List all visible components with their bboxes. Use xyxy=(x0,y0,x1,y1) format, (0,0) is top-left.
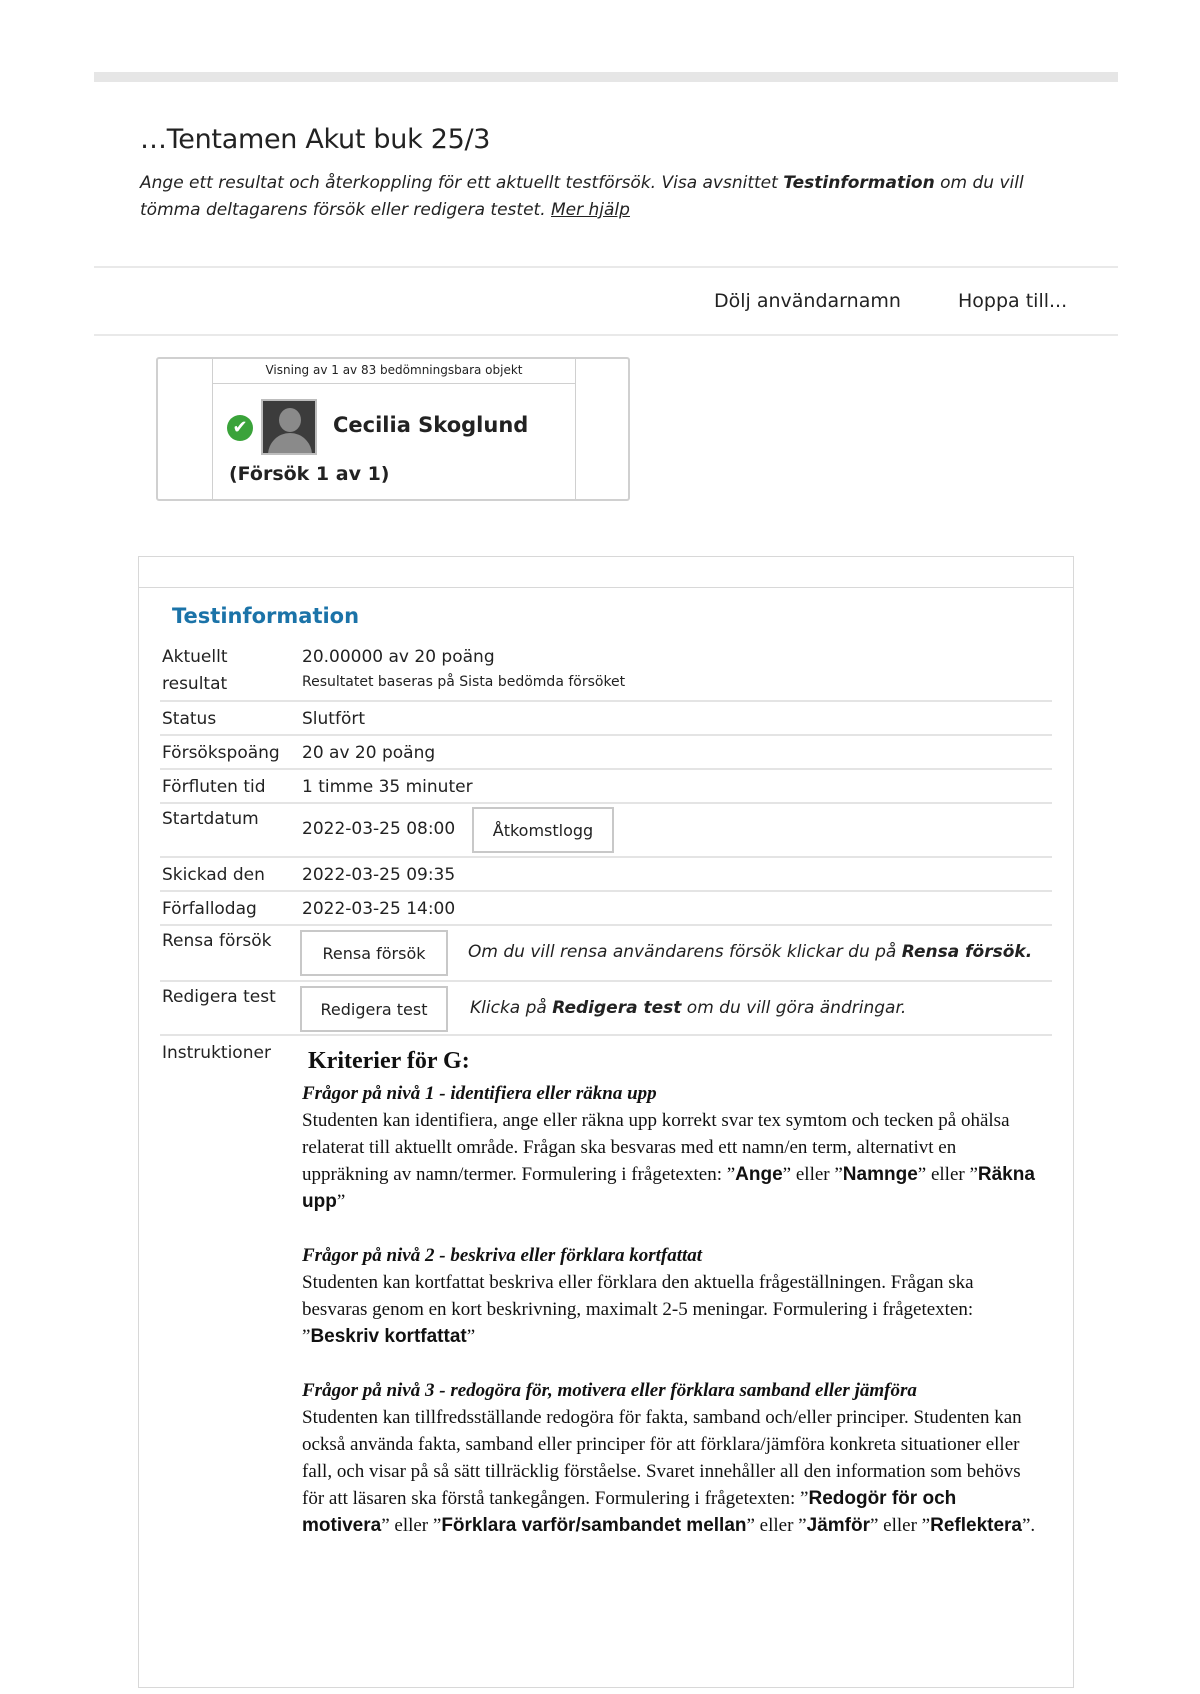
row-start-date xyxy=(160,804,1052,858)
edit-test-button[interactable]: Redigera test xyxy=(300,986,448,1032)
panel-header-strip xyxy=(139,557,1073,588)
row-due-date xyxy=(160,892,1052,926)
viewing-count: Visning av 1 av 83 bedömningsbara objekt xyxy=(213,357,575,384)
row-current-result xyxy=(160,640,1052,702)
row-elapsed-time xyxy=(160,770,1052,804)
user-name: Cecilia Skoglund xyxy=(333,413,529,437)
instructions-content xyxy=(302,1046,1042,1566)
attempt-score-value: 20 av 20 poäng xyxy=(302,743,436,763)
user-avatar-icon xyxy=(261,399,317,455)
clear-attempt-hint: Om du vill rensa användarens försök klickar du på Rensa försök. xyxy=(468,942,1033,962)
start-date-value: 2022-03-25 08:00 xyxy=(302,819,456,839)
top-bar xyxy=(94,72,1118,82)
attempt-label: (Försök 1 av 1) xyxy=(229,463,390,485)
help-link[interactable]: Mer hjälp xyxy=(551,200,630,220)
level1-title: Frågor på nivå 1 - identifiera eller räkna upp xyxy=(302,1083,657,1104)
submitted-value: 2022-03-25 09:35 xyxy=(302,865,456,885)
user-navigation-panel xyxy=(156,357,630,501)
current-result-value: 20.00000 av 20 poäng xyxy=(302,647,495,667)
page-title: …Tentamen Akut buk 25/3 xyxy=(140,124,491,155)
level2-title: Frågor på nivå 2 - beskriva eller förklara kortfattat xyxy=(302,1245,703,1266)
check-circle-icon: ✔ xyxy=(227,415,253,441)
row-label: Startdatum xyxy=(162,809,259,829)
user-card xyxy=(212,357,576,501)
elapsed-time-value: 1 timme 35 minuter xyxy=(302,777,473,797)
level3-text: Studenten kan tillfredsställande redogöra för fakta, samband och/eller principer. Studenten kan också använda fakta, samband eller principer för att förklara/jämföra konkreta situationer eller fall, och visar på så sätt tillräcklig förståelse. Svaret innehåller all den information som behövs för att läsaren ska förstå tankegången. Formulering i frågetexten: ”Redogör för och motivera” eller ”Förklara varför/sambandet mellan” eller ”Jämför” eller ”Reflektera”. xyxy=(302,1407,1036,1536)
clear-attempt-button[interactable]: Rensa försök xyxy=(300,930,448,976)
row-label: Skickad den xyxy=(162,865,265,885)
row-label: Förfluten tid xyxy=(162,777,266,797)
access-log-button[interactable]: Åtkomstlogg xyxy=(472,807,614,853)
level2-text: Studenten kan kortfattat beskriva eller förklara den aktuella frågeställningen. Frågan ska besvaras genom en kort beskrivning, maximalt 2-5 meningar. Formulering i frågetexten: ”Beskriv kortfattat” xyxy=(302,1272,974,1347)
row-submitted xyxy=(160,858,1052,892)
due-date-value: 2022-03-25 14:00 xyxy=(302,899,456,919)
row-status xyxy=(160,702,1052,736)
row-label: Försökspoäng xyxy=(162,743,280,763)
level3-title: Frågor på nivå 3 - redogöra för, motivera eller förklara samband eller jämföra xyxy=(302,1380,917,1401)
divider xyxy=(94,266,1118,268)
hide-username-link[interactable]: Dölj användarnamn xyxy=(714,290,901,312)
level1-text: Studenten kan identifiera, ange eller räkna upp korrekt svar tex symtom och tecken på ohälsa relaterat till aktuellt område. Frågan ska besvaras med ett namn/en term, alternativt en uppräkning av namn/termer. Formulering i frågetexten: ”Ange” eller ”Namnge” eller ”Räkna upp” xyxy=(302,1110,1035,1212)
row-label: Rensa försök xyxy=(162,931,272,951)
row-label: Förfallodag xyxy=(162,899,257,919)
test-information-title: Testinformation xyxy=(172,604,360,628)
page-description: Ange ett resultat och återkoppling för ett aktuellt testförsök. Visa avsnittet Testinformation om du vill tömma deltagarens försök eller redigera testet. Mer hjälp xyxy=(140,173,1024,220)
edit-test-hint: Klicka på Redigera test om du vill göra ändringar. xyxy=(470,998,907,1018)
result-basis-note: Resultatet baseras på Sista bedömda försöket xyxy=(302,674,626,690)
criteria-heading: Kriterier för G: xyxy=(308,1048,470,1074)
jump-to-link[interactable]: Hoppa till... xyxy=(958,290,1068,312)
row-edit-test xyxy=(160,982,1052,1036)
row-clear-attempt xyxy=(160,926,1052,982)
row-label: Aktuellt xyxy=(162,647,228,667)
status-value: Slutfört xyxy=(302,709,365,729)
instructions-label: Instruktioner xyxy=(162,1043,271,1063)
divider xyxy=(94,334,1118,336)
row-attempt-score xyxy=(160,736,1052,770)
row-label: Redigera test xyxy=(162,987,276,1007)
row-label: Status xyxy=(162,709,217,729)
row-label: resultat xyxy=(162,674,228,694)
